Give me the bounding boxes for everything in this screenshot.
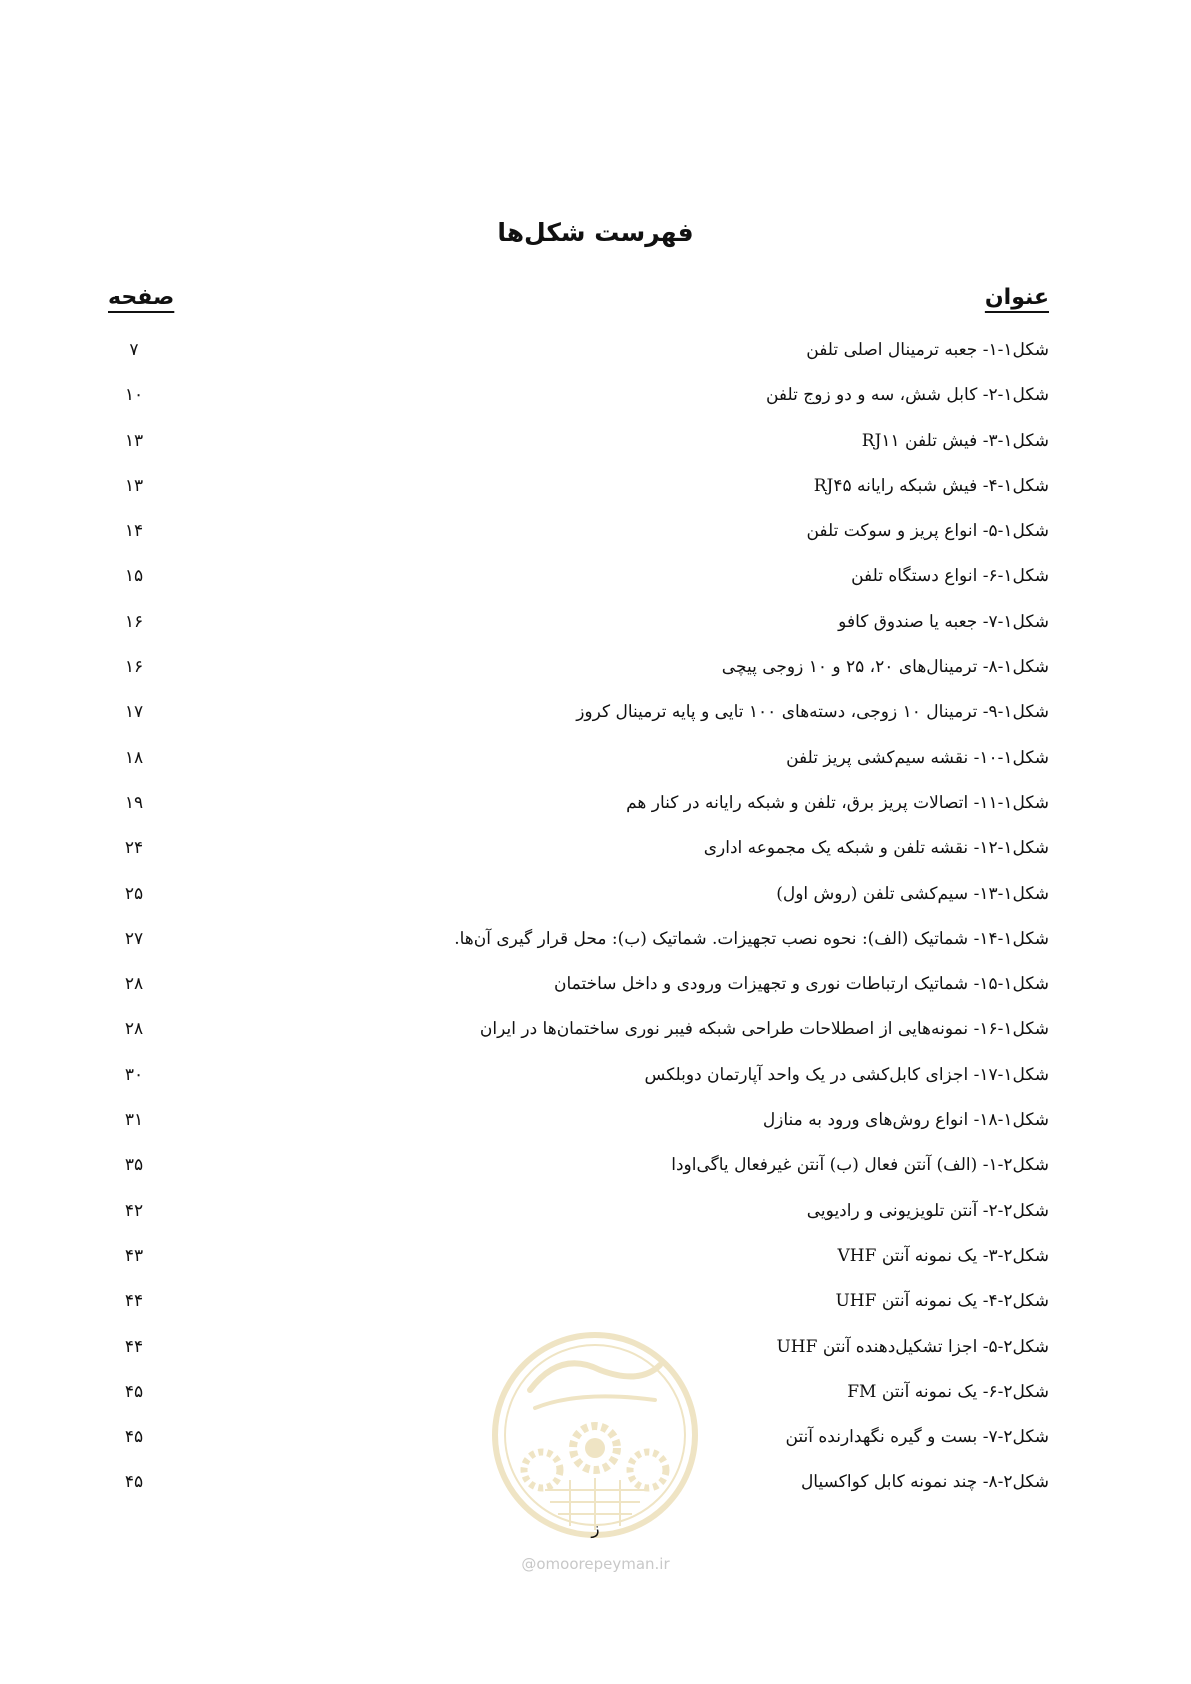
- list-item: [0, 1152, 1191, 1197]
- figure-title: شکل۱-۱۲- نقشه تلفن و شبکه یک مجموعه اداری: [703, 838, 1049, 859]
- figure-title: شکل۱-۳- فیش تلفن RJ۱۱: [861, 430, 1049, 451]
- list-item: [0, 1198, 1191, 1243]
- figure-title: شکل۲-۸- چند نمونه کابل کواکسیال: [800, 1472, 1049, 1493]
- page-column-header: صفحه: [108, 285, 175, 310]
- figure-title: شکل۲-۴- یک نمونه آنتن UHF: [835, 1291, 1049, 1312]
- list-item: [0, 1288, 1191, 1333]
- page-number: ۱۸: [124, 747, 144, 768]
- list-item: [0, 926, 1191, 971]
- list-item: [0, 835, 1191, 880]
- page-number: ۲۵: [124, 883, 144, 904]
- list-item: [0, 428, 1191, 473]
- list-item: [0, 609, 1191, 654]
- page-number: ۴۵: [124, 1472, 144, 1493]
- list-item: [0, 1243, 1191, 1288]
- page-number: ۱۳: [124, 475, 144, 496]
- watermark-logo: [490, 1330, 700, 1540]
- page-folio: ز: [591, 1519, 600, 1539]
- figure-title: شکل۱-۶- انواع دستگاه تلفن: [851, 566, 1049, 587]
- page-number: ۴۳: [124, 1245, 144, 1266]
- list-item: [0, 699, 1191, 744]
- list-item: [0, 1016, 1191, 1061]
- page-number: ۱۷: [124, 702, 144, 723]
- figure-title: شکل۲-۳- یک نمونه آنتن VHF: [837, 1245, 1049, 1266]
- title-column-header: عنوان: [984, 285, 1049, 310]
- figure-title: شکل۱-۱۸- انواع روش‌های ورود به منازل: [762, 1110, 1049, 1131]
- watermark-url: @omoorepeyman.ir: [521, 1555, 670, 1573]
- figure-title: شکل۲-۲- آنتن تلویزیونی و رادیویی: [806, 1200, 1049, 1221]
- list-item: [0, 745, 1191, 790]
- page-number: ۴۲: [124, 1200, 144, 1221]
- figure-title: شکل۱-۹- ترمینال ۱۰ زوجی، دسته‌های ۱۰۰ تایی و پایه ترمینال کروز: [576, 702, 1049, 723]
- page-number: ۲۴: [124, 838, 144, 859]
- list-item: [0, 971, 1191, 1016]
- figure-title: شکل۱-۱۴- شماتیک (الف): نحوه نصب تجهیزات. شماتیک (ب): محل قرار گیری آن‌ها.: [454, 928, 1049, 949]
- page-number: ۳۵: [124, 1155, 144, 1176]
- figure-title: شکل۱-۸- ترمینال‌های ۲۰، ۲۵ و ۱۰ زوجی پیچی: [721, 657, 1049, 678]
- page-number: ۱۶: [124, 611, 144, 632]
- figure-title: شکل۱-۷- جعبه یا صندوق کافو: [838, 611, 1049, 632]
- figure-title: شکل۱-۱۳- سیم‌کشی تلفن (روش اول): [776, 883, 1049, 904]
- page-number: ۳۰: [124, 1064, 144, 1085]
- list-item: [0, 654, 1191, 699]
- list-item: [0, 337, 1191, 382]
- figure-title: شکل۲-۶- یک نمونه آنتن FM: [847, 1381, 1049, 1402]
- figure-title: شکل۱-۱۷- اجزای کابل‌کشی در یک واحد آپارتمان دوبلکس: [644, 1064, 1049, 1085]
- figure-title: شکل۲-۱- (الف) آنتن فعال (ب) آنتن غیرفعال یاگی‌اودا: [671, 1155, 1049, 1176]
- page-number: ۲۸: [124, 1019, 144, 1040]
- page-number: ۱۹: [124, 792, 144, 813]
- figure-title: شکل۱-۱۵- شماتیک ارتباطات نوری و تجهیزات ورودی و داخل ساختمان: [553, 974, 1049, 995]
- page-number: ۲۸: [124, 974, 144, 995]
- figure-title: شکل۱-۵- انواع پریز و سوکت تلفن: [806, 521, 1049, 542]
- list-item: [0, 518, 1191, 563]
- list-item: [0, 1062, 1191, 1107]
- page-title: فهرست شکل‌ها: [497, 218, 694, 247]
- figure-title: شکل۱-۱۶- نمونه‌هایی از اصطلاحات طراحی شبکه فیبر نوری ساختمان‌ها در ایران: [479, 1019, 1049, 1040]
- list-item: [0, 1107, 1191, 1152]
- page-number: ۴۴: [124, 1291, 144, 1312]
- list-item: [0, 382, 1191, 427]
- page-number: ۱۵: [124, 566, 144, 587]
- figure-title: شکل۲-۵- اجزا تشکیل‌دهنده آنتن UHF: [776, 1336, 1049, 1357]
- figure-title: شکل۱-۲- کابل شش، سه و دو زوج تلفن: [765, 385, 1049, 406]
- list-item: [0, 790, 1191, 835]
- figure-title: شکل۱-۱- جعبه ترمینال اصلی تلفن: [806, 340, 1049, 360]
- list-item: [0, 881, 1191, 926]
- page-number: ۴۵: [124, 1427, 144, 1448]
- page-number: ۱۶: [124, 657, 144, 678]
- list-item: [0, 563, 1191, 608]
- page-number: ۴۵: [124, 1381, 144, 1402]
- figure-title: شکل۲-۷- بست و گیره نگهدارنده آنتن: [785, 1427, 1049, 1448]
- figure-title: شکل۱-۱۰- نقشه سیم‌کشی پریز تلفن: [786, 747, 1049, 768]
- page-number: ۲۷: [124, 928, 144, 949]
- figure-title: شکل۱-۴- فیش شبکه رایانه RJ۴۵: [813, 475, 1049, 496]
- list-item: [0, 473, 1191, 518]
- page-number: ۴۴: [124, 1336, 144, 1357]
- page-number: ۱۰: [124, 385, 144, 406]
- page-number: ۳۱: [124, 1110, 144, 1131]
- figure-title: شکل۱-۱۱- اتصالات پریز برق، تلفن و شبکه رایانه در کنار هم: [626, 792, 1049, 813]
- page-number: ۱۳: [124, 430, 144, 451]
- page-number: ۱۴: [124, 521, 144, 542]
- page-number: ۷: [129, 340, 139, 360]
